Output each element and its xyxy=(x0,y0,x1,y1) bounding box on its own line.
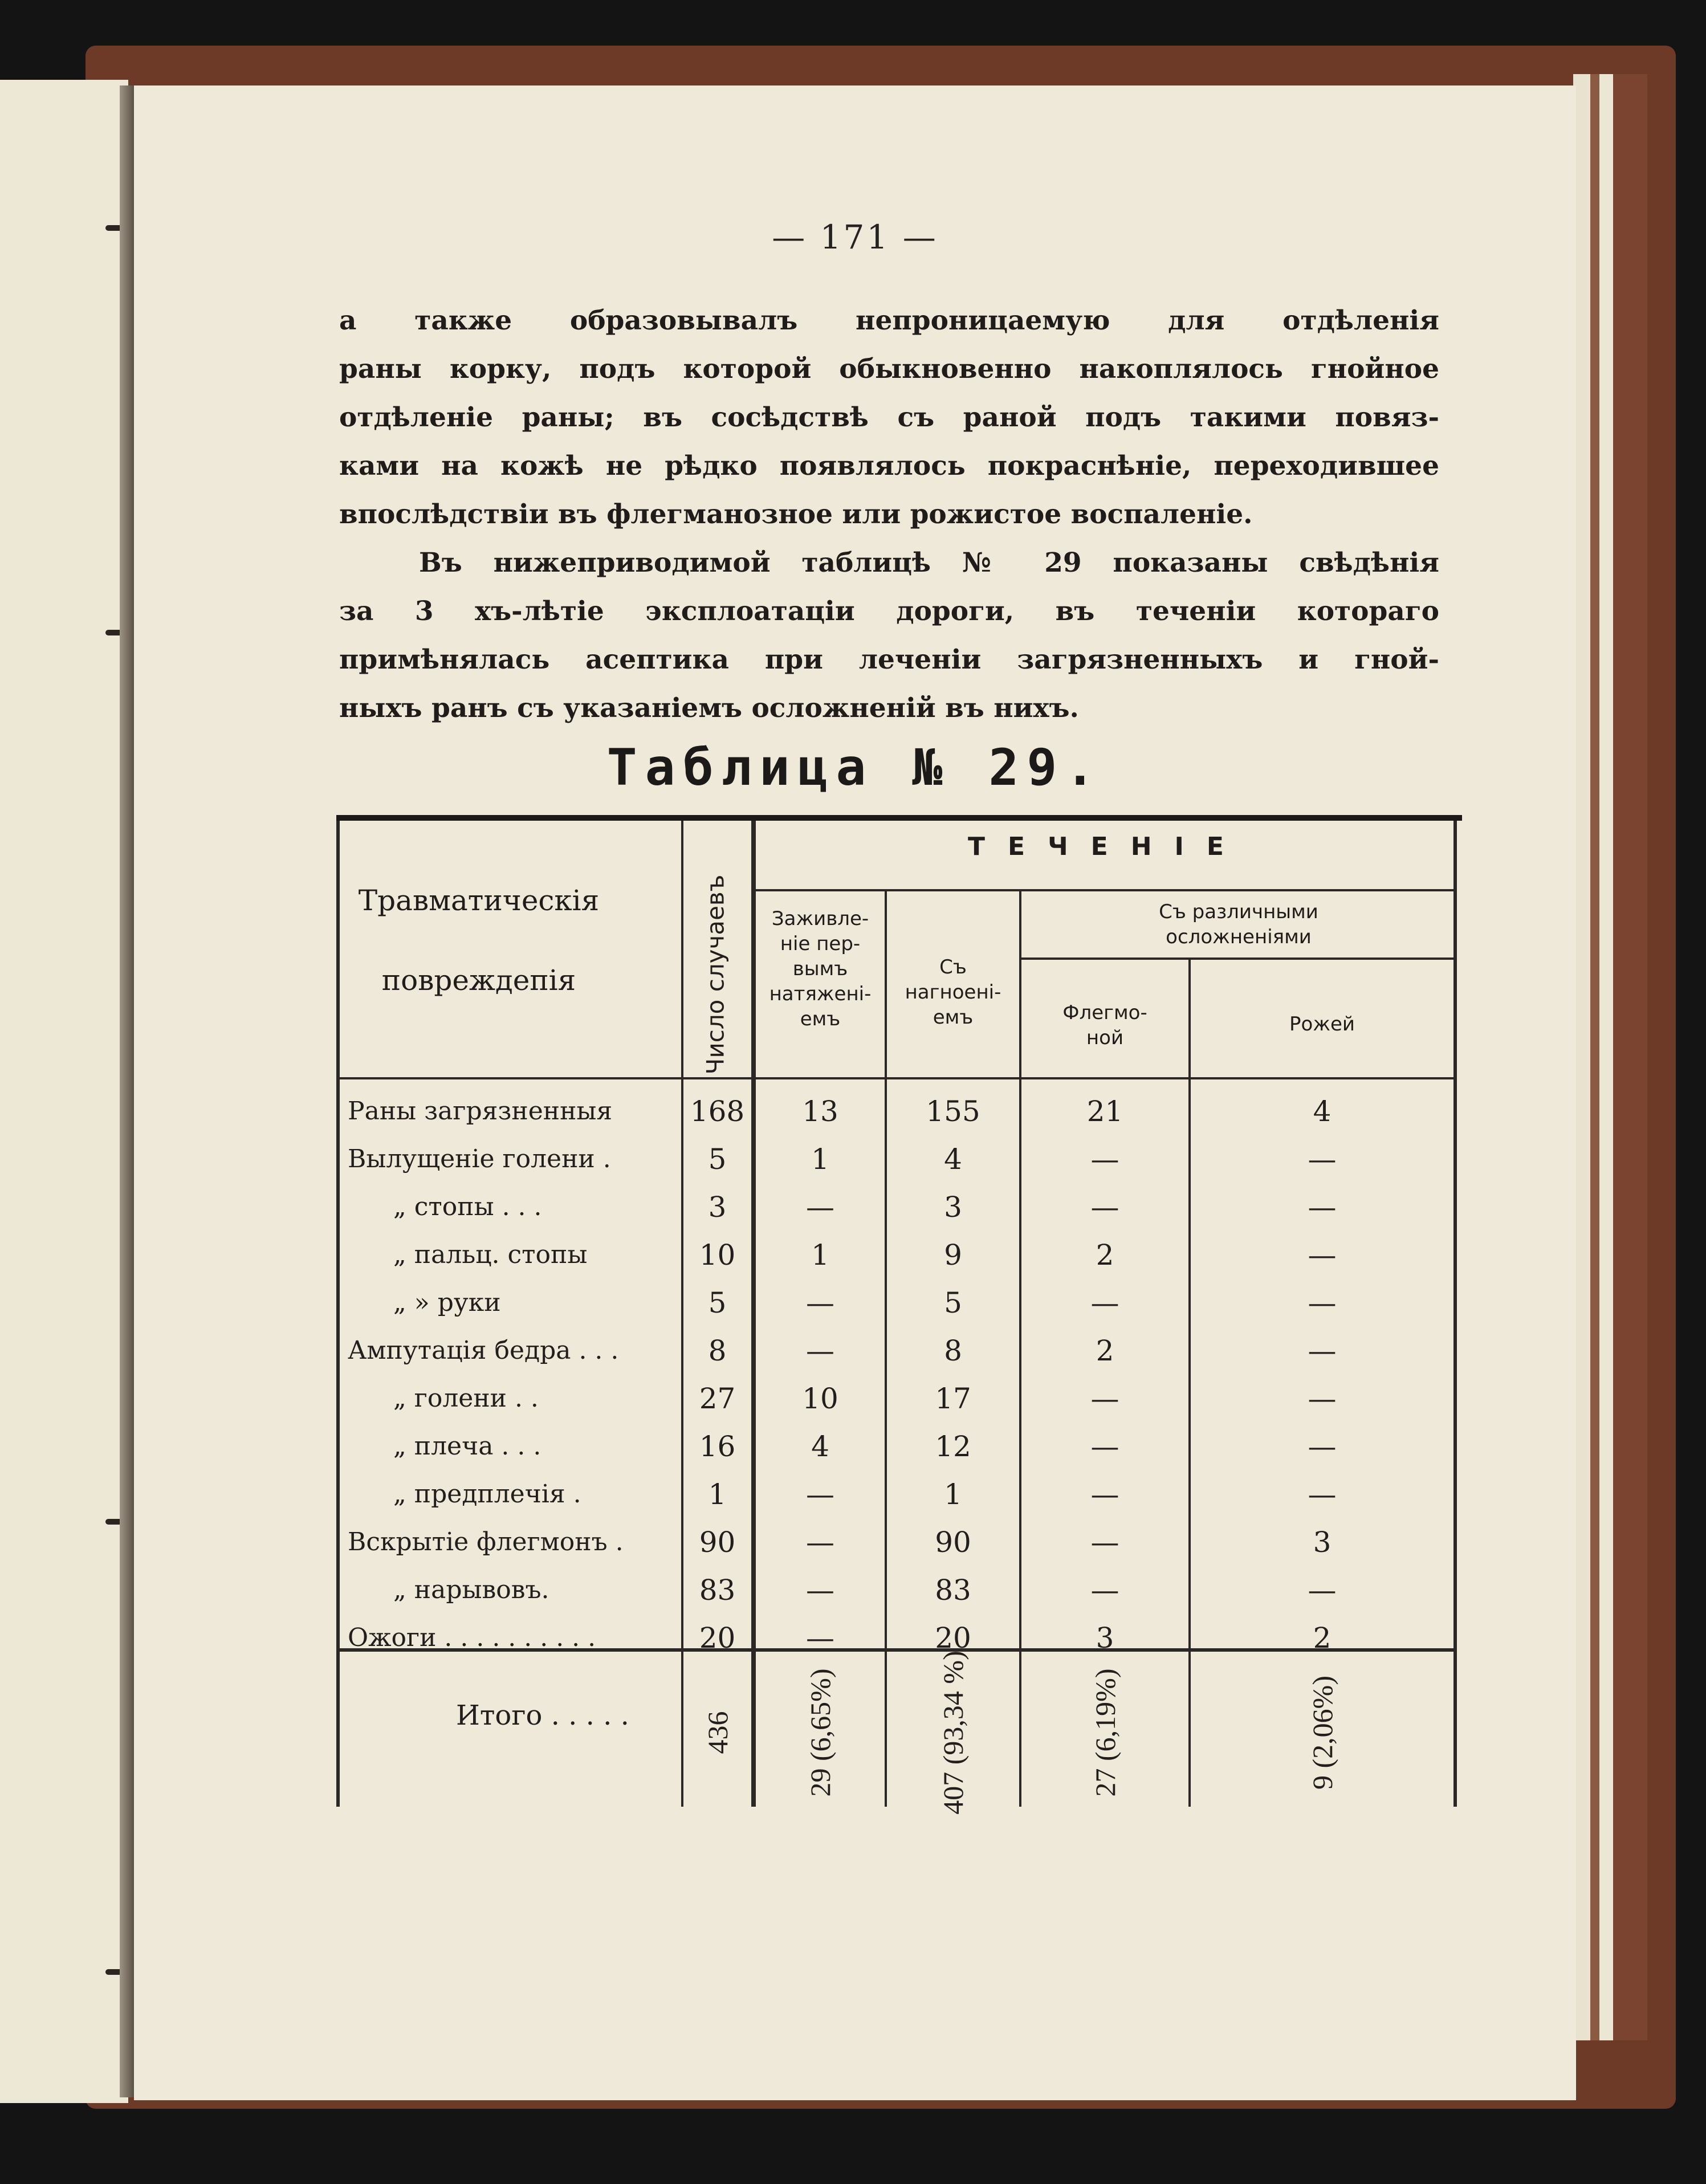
header-text: нагноені- xyxy=(905,981,1001,1004)
cell-first: — xyxy=(806,1478,834,1511)
cell-erys: — xyxy=(1308,1143,1337,1176)
cell-phleg: 3 xyxy=(1096,1621,1114,1655)
cell-erys: — xyxy=(1308,1382,1337,1415)
cell-erys: — xyxy=(1308,1238,1337,1272)
row-label: „ плеча . . . xyxy=(393,1432,541,1461)
cell-count: 3 xyxy=(708,1191,727,1224)
text-line: Въ нижеприводимой таблицѣ № 29 показаны свѣдѣнія xyxy=(419,547,1439,578)
header-injuries xyxy=(348,861,610,1020)
cell-supp: 83 xyxy=(935,1574,971,1607)
text-line: за 3 хъ-лѣтіе эксплоатаціи дороги, въ теченіи котораго xyxy=(339,596,1439,627)
cell-erys: — xyxy=(1308,1574,1337,1607)
cell-first: 1 xyxy=(811,1143,829,1176)
cell-phleg: — xyxy=(1090,1478,1119,1511)
cell-erys: 2 xyxy=(1313,1621,1332,1655)
header-text: ной xyxy=(1086,1026,1124,1049)
header-text: Съ различными xyxy=(1159,901,1318,923)
cell-count: 5 xyxy=(708,1143,727,1176)
total-value: 9 (2,06%) xyxy=(1306,1676,1338,1790)
cell-first: — xyxy=(806,1621,834,1655)
total-suppuration xyxy=(887,1651,1019,1815)
header-phlegmon xyxy=(1021,1000,1188,1050)
row-label: „ » руки xyxy=(393,1288,501,1317)
cell-first: — xyxy=(806,1574,834,1607)
cell-phleg: — xyxy=(1090,1191,1119,1224)
row-label: „ пальц. стопы xyxy=(393,1240,588,1269)
cell-supp: 17 xyxy=(935,1382,971,1415)
cell-phleg: 21 xyxy=(1086,1095,1123,1128)
text-line: а также образовывалъ непроницаемую для отдѣленія xyxy=(339,305,1439,336)
header-text: емъ xyxy=(800,1008,841,1030)
cell-supp: 8 xyxy=(944,1334,962,1367)
cell-count: 168 xyxy=(690,1095,745,1128)
book-gutter xyxy=(120,85,134,2097)
cell-first: 13 xyxy=(802,1095,838,1128)
header-injuries-line: повреждепія xyxy=(381,964,576,997)
header-complications xyxy=(1021,899,1456,950)
row-label: Ампутація бедра . . . xyxy=(348,1336,619,1365)
text-line: раны корку, подъ которой обыкновенно накоплялось гнойное xyxy=(339,353,1439,385)
cell-erys: 3 xyxy=(1313,1526,1332,1559)
cell-first: 10 xyxy=(802,1382,838,1415)
cell-count: 8 xyxy=(708,1334,727,1367)
header-text: емъ xyxy=(933,1006,974,1029)
table-top-rule xyxy=(336,815,1462,821)
cell-phleg: 2 xyxy=(1096,1238,1114,1272)
header-rule xyxy=(754,889,1456,891)
total-value: 29 (6,65%) xyxy=(804,1668,836,1797)
cell-first: — xyxy=(806,1191,834,1224)
text-line: ныхъ ранъ съ указаніемъ осложненій въ нихъ. xyxy=(339,692,1079,724)
total-value: 27 (6,19%) xyxy=(1089,1668,1121,1797)
cell-phleg: — xyxy=(1090,1382,1119,1415)
cell-phleg: — xyxy=(1090,1430,1119,1463)
total-erysipelas xyxy=(1191,1659,1453,1807)
header-rule xyxy=(1019,957,1456,960)
cell-erys: — xyxy=(1308,1286,1337,1319)
row-label: Вылущеніе голени . xyxy=(348,1144,611,1174)
text-line: впослѣдствіи въ флегманозное или рожистое воспаленіе. xyxy=(339,499,1253,530)
data-table xyxy=(336,815,1462,1818)
right-page xyxy=(134,85,1576,2100)
row-label: Вскрытіе флегмонъ . xyxy=(348,1527,624,1556)
cell-phleg: — xyxy=(1090,1526,1119,1559)
page-edges xyxy=(1573,74,1647,2040)
total-label: Итого . . . . . xyxy=(456,1700,629,1731)
header-text: Заживле- xyxy=(771,907,869,930)
cell-supp: 4 xyxy=(944,1143,962,1176)
cell-supp: 5 xyxy=(944,1286,962,1319)
header-erysipelas: Рожей xyxy=(1289,1013,1355,1036)
header-injuries-line: Травматическія xyxy=(358,884,600,917)
header-text: натяжені- xyxy=(769,983,872,1005)
total-phlegmon xyxy=(1021,1659,1188,1807)
cell-erys: — xyxy=(1308,1430,1337,1463)
header-text: осложненіями xyxy=(1166,926,1312,948)
cell-erys: — xyxy=(1308,1478,1337,1511)
cell-first: — xyxy=(806,1526,834,1559)
table-title: Таблица № 29. xyxy=(606,738,1104,797)
cell-count: 5 xyxy=(708,1286,727,1319)
header-text: ніе пер- xyxy=(780,932,861,955)
cell-supp: 155 xyxy=(926,1095,980,1128)
header-first-intention xyxy=(756,906,885,1032)
header-course: ТЕЧЕНІЕ xyxy=(968,832,1247,861)
left-page xyxy=(0,80,128,2103)
text-line: отдѣленіе раны; въ сосѣдствѣ съ раной подъ такими повяз- xyxy=(339,402,1439,433)
header-suppuration xyxy=(887,955,1019,1030)
cell-phleg: — xyxy=(1090,1143,1119,1176)
page-number: — 171 — xyxy=(772,218,938,256)
text-line: ками на кожѣ не рѣдко появлялось покраснѣніе, переходившее xyxy=(339,450,1439,482)
row-label: Ожоги . . . . . . . . . . xyxy=(348,1623,596,1652)
cell-first: 1 xyxy=(811,1238,829,1272)
header-count xyxy=(690,872,741,1077)
row-label: „ стопы . . . xyxy=(393,1192,542,1221)
header-text: вымъ xyxy=(792,957,848,980)
cell-supp: 20 xyxy=(935,1621,971,1655)
cell-count: 83 xyxy=(699,1574,736,1607)
header-count-label: Число случаевъ xyxy=(701,874,730,1075)
cell-count: 20 xyxy=(699,1621,736,1655)
cell-count: 10 xyxy=(699,1238,736,1272)
header-bottom-rule xyxy=(336,1077,1457,1079)
cell-count: 90 xyxy=(699,1526,736,1559)
cell-supp: 1 xyxy=(944,1478,962,1511)
header-text: Съ xyxy=(939,956,967,979)
cell-supp: 90 xyxy=(935,1526,971,1559)
cell-supp: 3 xyxy=(944,1191,962,1224)
cell-erys: — xyxy=(1308,1334,1337,1367)
header-text: Флегмо- xyxy=(1062,1001,1147,1024)
cell-first: — xyxy=(806,1334,834,1367)
cell-erys: 4 xyxy=(1313,1095,1332,1128)
cell-first: 4 xyxy=(811,1430,829,1463)
cell-supp: 12 xyxy=(935,1430,971,1463)
cell-phleg: 2 xyxy=(1096,1334,1114,1367)
paragraph-1 xyxy=(339,296,1439,539)
row-label: „ голени . . xyxy=(393,1384,539,1413)
cell-phleg: — xyxy=(1090,1574,1119,1607)
cell-phleg: — xyxy=(1090,1286,1119,1319)
column-divider xyxy=(751,821,756,1807)
text-line: примѣнялась асептика при леченіи загрязненныхъ и гной- xyxy=(339,644,1439,675)
paragraph-2 xyxy=(339,539,1439,732)
cell-supp: 9 xyxy=(944,1238,962,1272)
total-first-intention xyxy=(756,1659,885,1807)
table-border xyxy=(1453,821,1457,1807)
cell-count: 1 xyxy=(708,1478,727,1511)
cell-first: — xyxy=(806,1286,834,1319)
row-label: „ предплечія . xyxy=(393,1480,581,1509)
cell-erys: — xyxy=(1308,1191,1337,1224)
cell-count: 27 xyxy=(699,1382,736,1415)
cell-count: 16 xyxy=(699,1430,736,1463)
row-label: Раны загрязненныя xyxy=(348,1097,613,1126)
table-border xyxy=(336,821,340,1807)
total-value: 407 (93,34 %) xyxy=(937,1651,969,1815)
total-count xyxy=(683,1659,751,1807)
total-count-value: 436 xyxy=(701,1711,734,1754)
row-label: „ нарывовъ. xyxy=(393,1575,549,1604)
